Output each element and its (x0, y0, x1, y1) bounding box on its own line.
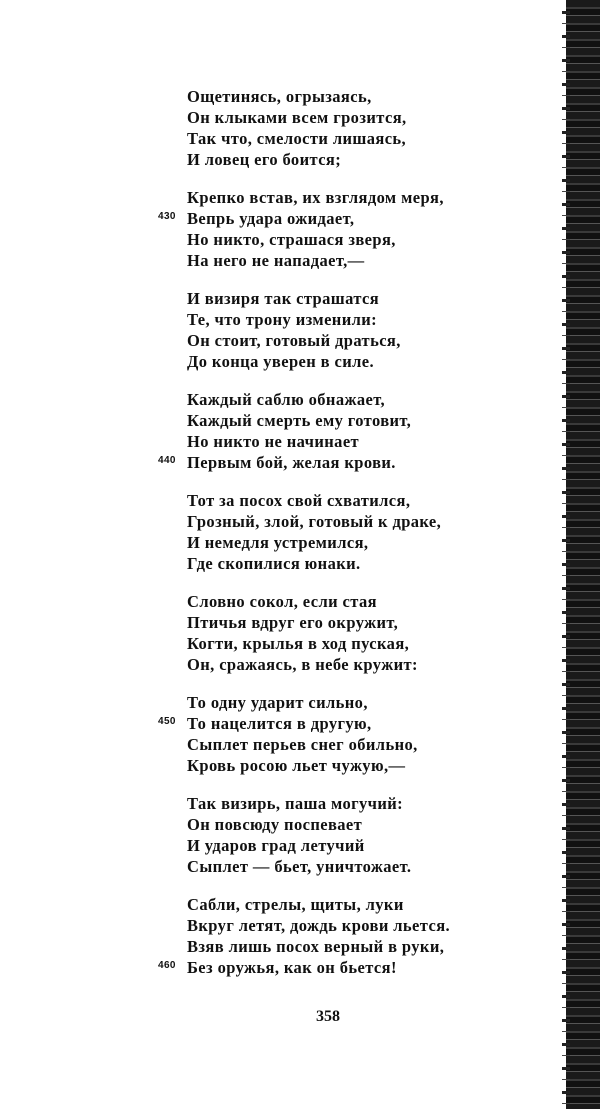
verse-line (187, 149, 507, 170)
stanza (187, 793, 507, 877)
line-number: 460 (158, 960, 176, 971)
verse-text: Но никто, страшася зверя, (187, 230, 396, 249)
stanza (158, 389, 507, 473)
verse-line (187, 431, 507, 452)
verse-text: Тот за посох свой схватился, (187, 491, 411, 510)
scan-edge-shadow-inner (562, 0, 570, 1109)
verse-line (187, 591, 507, 612)
verse-line (187, 793, 507, 814)
line-number: 450 (158, 716, 176, 727)
verse-line (187, 86, 507, 107)
verse-text: Кровь росою льет чужую,— (187, 756, 406, 775)
verse-text: Ощетинясь, огрызаясь, (187, 87, 372, 106)
verse-text: Но никто не начинает (187, 432, 360, 451)
stanza (158, 894, 507, 978)
line-number: 440 (158, 455, 176, 466)
verse-line (187, 734, 507, 755)
verse-text: Вепрь удара ожидает, (187, 209, 355, 228)
verse-line (187, 612, 507, 633)
stanza (158, 187, 507, 271)
verse-line (187, 490, 507, 511)
verse-text: Каждый саблю обнажает, (187, 390, 386, 409)
verse-text: Сыплет — бьет, уничтожает. (187, 857, 412, 876)
verse-text: Те, что трону изменили: (187, 310, 378, 329)
verse-line (187, 107, 507, 128)
verse-line (187, 511, 507, 532)
scan-edge-shadow (566, 0, 600, 1109)
verse-line (187, 835, 507, 856)
verse-line (187, 915, 507, 936)
verse-line (187, 633, 507, 654)
verse-text: Он, сражаясь, в небе кружит: (187, 655, 418, 674)
verse-text: Грозный, злой, готовый к драке, (187, 512, 442, 531)
verse-text: И ударов град летучий (187, 836, 365, 855)
verse-line (187, 389, 507, 410)
verse-line (187, 330, 507, 351)
verse-text: Без оружья, как он бьется! (187, 958, 397, 977)
verse-text: И визиря так страшатся (187, 289, 380, 308)
verse-text: Так что, смелости лишаясь, (187, 129, 407, 148)
verse-text: Он клыками всем грозится, (187, 108, 407, 127)
verse-line (187, 894, 507, 915)
verse-text: На него не нападает,— (187, 251, 365, 270)
verse-text: Птичья вдруг его окружит, (187, 613, 399, 632)
stanza (187, 288, 507, 372)
verse-text: Вкруг летят, дождь крови льется. (187, 916, 451, 935)
verse-text: Так визирь, паша могучий: (187, 794, 404, 813)
stanza (158, 692, 507, 776)
verse-text: То одну ударит сильно, (187, 693, 368, 712)
verse-line (187, 250, 507, 271)
verse-line (187, 187, 507, 208)
verse-text: Он стоит, готовый драться, (187, 331, 401, 350)
verse-text: Где скопилися юнаки. (187, 554, 361, 573)
stanza (187, 591, 507, 675)
verse-text: Взяв лишь посох верный в руки, (187, 937, 445, 956)
verse-line (187, 936, 507, 957)
verse-line (158, 208, 507, 229)
verse-line (158, 957, 507, 978)
verse-text: Он повсюду поспевает (187, 815, 363, 834)
page-number: 358 (316, 1008, 340, 1025)
verse-line (187, 410, 507, 431)
line-number: 430 (158, 211, 176, 222)
verse-line (187, 856, 507, 877)
verse-text: То нацелится в другую, (187, 714, 372, 733)
verse-line (187, 532, 507, 553)
stanza (187, 490, 507, 574)
verse-line (158, 713, 507, 734)
verse-text: Словно сокол, если стая (187, 592, 377, 611)
verse-text: Первым бой, желая крови. (187, 453, 396, 472)
poem-text (158, 86, 507, 995)
verse-line (187, 814, 507, 835)
verse-text: И немедля устремился, (187, 533, 369, 552)
verse-text: Каждый смерть ему готовит, (187, 411, 412, 430)
verse-line (187, 229, 507, 250)
verse-line (187, 309, 507, 330)
verse-line (187, 692, 507, 713)
verse-line (187, 654, 507, 675)
stanza (187, 86, 507, 170)
verse-text: До конца уверен в силе. (187, 352, 375, 371)
verse-line (187, 288, 507, 309)
verse-line (187, 553, 507, 574)
verse-line (187, 128, 507, 149)
verse-text: Сабли, стрелы, щиты, луки (187, 895, 404, 914)
verse-text: И ловец его боится; (187, 150, 342, 169)
verse-line (187, 351, 507, 372)
verse-line (158, 452, 507, 473)
verse-text: Крепко встав, их взглядом меря, (187, 188, 444, 207)
verse-line (187, 755, 507, 776)
verse-text: Сыплет перьев снег обильно, (187, 735, 418, 754)
verse-text: Когти, крылья в ход пуская, (187, 634, 410, 653)
